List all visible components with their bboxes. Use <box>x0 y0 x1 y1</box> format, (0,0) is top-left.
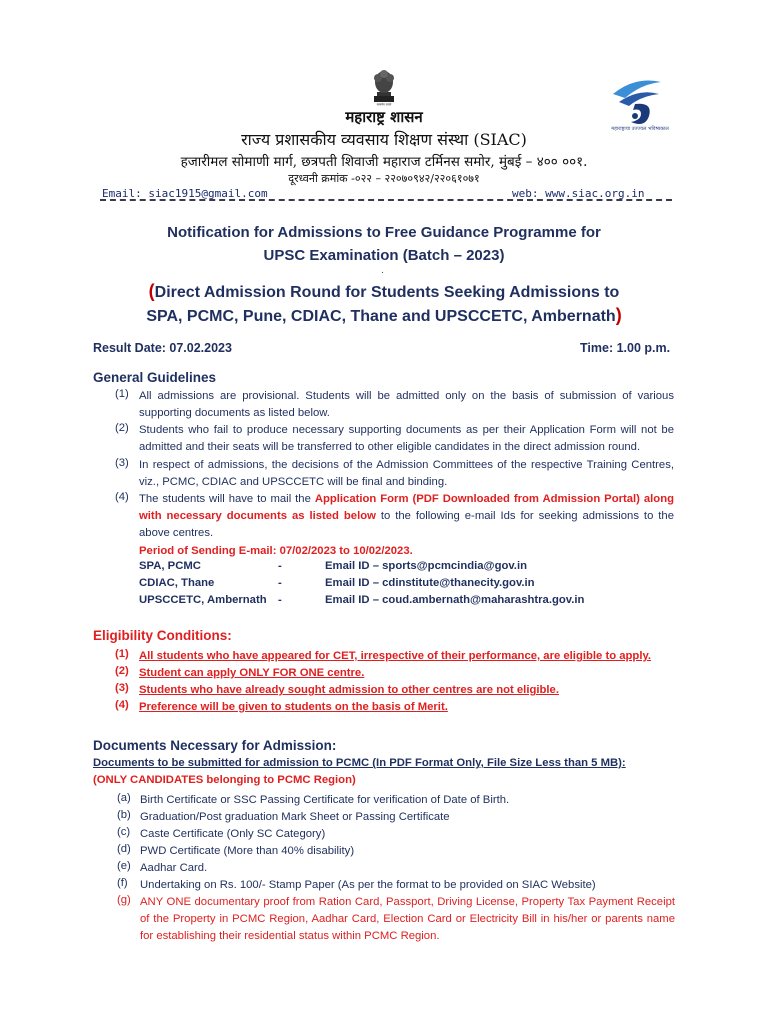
guideline-num: (1) <box>115 388 129 400</box>
guidelines-heading: General Guidelines <box>93 370 217 385</box>
document-num: (d) <box>117 843 131 855</box>
eligibility-num: (3) <box>115 682 129 694</box>
centre-name: CDIAC, Thane <box>139 577 215 589</box>
logo-caption: महाराष्ट्राचा उज्ज्वल भविष्यकाल <box>611 126 669 132</box>
notice-title-line1: Notification for Admissions to Free Guidance Programme for <box>167 224 601 241</box>
centre-name: UPSCCETC, Ambernath <box>139 594 267 606</box>
institute-website: web: www.siac.org.in <box>512 187 645 200</box>
document-item: Aadhar Card. <box>140 862 208 874</box>
item4-highlight: Application Form (PDF Downloaded from Admission Portal) along with necessary documents as listed below <box>139 493 675 522</box>
guideline-num: (3) <box>115 457 129 469</box>
guideline-item: In respect of admissions, the decisions of the Admission Committees of the respective Training Centres, viz., PCMC, CDIAC and UPSCCETC will be final and binding. <box>139 459 674 488</box>
documents-heading: Documents Necessary for Admission: <box>93 738 337 753</box>
institute-email: Email: siac1915@gmail.com <box>102 187 268 200</box>
centre-dash: - <box>278 577 282 589</box>
result-date: Result Date: 07.02.2023 <box>93 341 232 355</box>
institute-address: हजारीमल सोमाणी मार्ग, छत्रपती शिवाजी महाराज टर्मिनस समोर, मुंबई – ४०० ००१. <box>180 154 588 170</box>
eligibility-num: (4) <box>115 699 129 711</box>
eligibility-item: Students who have already sought admission to other centres are not eligible. <box>139 684 559 696</box>
guideline-item-4 <box>139 491 674 542</box>
centre-name: SPA, PCMC <box>139 560 201 572</box>
document-num: (a) <box>117 792 131 804</box>
stray-dot: . <box>381 266 384 276</box>
svg-text:सत्यमेव जयते: सत्यमेव जयते <box>376 102 392 106</box>
institute-phone: दूरध्वनी क्रमांक -०२२ – २२०७०९४२/२२०६१०७१ <box>288 172 480 185</box>
document-item: Undertaking on Rs. 100/- Stamp Paper (As per the format to be provided on SIAC Website) <box>140 879 596 891</box>
centre-dash: - <box>278 560 282 572</box>
notice-subtitle-line2 <box>0 305 768 326</box>
subtitle-line1-text: Direct Admission Round for Students Seeking Admissions to <box>154 284 620 301</box>
guideline-num: (4) <box>115 491 129 503</box>
document-num: (b) <box>117 809 131 821</box>
notice-title-line2: UPSC Examination (Batch – 2023) <box>263 247 505 264</box>
document-num: (c) <box>117 826 131 838</box>
document-item: Caste Certificate (Only SC Category) <box>140 828 326 840</box>
document-item: Graduation/Post graduation Mark Sheet or Passing Certificate <box>140 811 450 823</box>
guideline-item: All admissions are provisional. Students will be admitted only on the basis of submission of various supporting documents as listed below. <box>139 390 674 419</box>
subtitle-line2-text: SPA, PCMC, Pune, CDIAC, Thane and UPSCCETC, Ambernath <box>146 308 616 325</box>
document-num: (f) <box>117 877 128 889</box>
document-item-residential-proof: ANY ONE documentary proof from Ration Card, Passport, Driving License, Property Tax Payment Receipt of the Property in PCMC Region, Aadhar Card, Election Card or Electricity Bill in his/her or parents name for establishing their residential status within PCMC Region. <box>140 896 675 942</box>
eligibility-heading: Eligibility Conditions: <box>93 628 232 643</box>
subtitle-underline-gap <box>0 320 768 321</box>
result-time: Time: 1.00 p.m. <box>580 341 671 355</box>
header-divider <box>100 199 672 201</box>
item4-post: to the following e-mail Ids for seeking admissions to the above centres. <box>139 510 674 539</box>
document-num: (e) <box>117 860 131 872</box>
document-item: Birth Certificate or SSC Passing Certificate for verification of Date of Birth. <box>140 794 510 806</box>
email-period: Period of Sending E-mail: 07/02/2023 to 10/02/2023. <box>139 545 413 557</box>
ashoka-emblem-icon <box>368 66 400 106</box>
pcmc-documents-note: Documents to be submitted for admission to PCMC (In PDF Format Only, File Size Less than 5 MB): <box>93 757 626 769</box>
guideline-num: (2) <box>115 422 129 434</box>
centre-email: Email ID – sports@pcmcindia@gov.in <box>325 560 527 572</box>
govt-name: महाराष्ट्र शासन <box>345 108 423 126</box>
document-item: PWD Certificate (More than 40% disability) <box>140 845 355 857</box>
centre-email: Email ID – cdinstitute@thanecity.gov.in <box>325 577 535 589</box>
eligibility-num: (1) <box>115 648 129 660</box>
centre-dash: - <box>278 594 282 606</box>
eligibility-num: (2) <box>115 665 129 677</box>
eligibility-item: Preference will be given to students on the basis of Merit. <box>139 701 448 713</box>
document-num: (g) <box>117 894 131 906</box>
close-paren: ) <box>615 305 622 325</box>
notice-subtitle-line1 <box>0 281 768 302</box>
item4-pre: The students will have to mail the <box>139 493 315 505</box>
guideline-item: Students who fail to produce necessary supporting documents as per their Application Form will not be admitted and their seats will be transferred to other eligible candidates in the direct admission round. <box>139 424 674 453</box>
open-paren: ( <box>148 281 155 301</box>
pcmc-only-note: (ONLY CANDIDATES belonging to PCMC Region) <box>93 774 356 786</box>
institute-name: राज्य प्रशासकीय व्यवसाय शिक्षण संस्था (SIAC) <box>241 130 527 149</box>
centre-email: Email ID – coud.ambernath@maharashtra.gov.in <box>325 594 585 606</box>
eligibility-item: All students who have appeared for CET, irrespective of their performance, are eligible to apply. <box>139 650 652 662</box>
eligibility-item: Student can apply ONLY FOR ONE centre. <box>139 667 365 679</box>
